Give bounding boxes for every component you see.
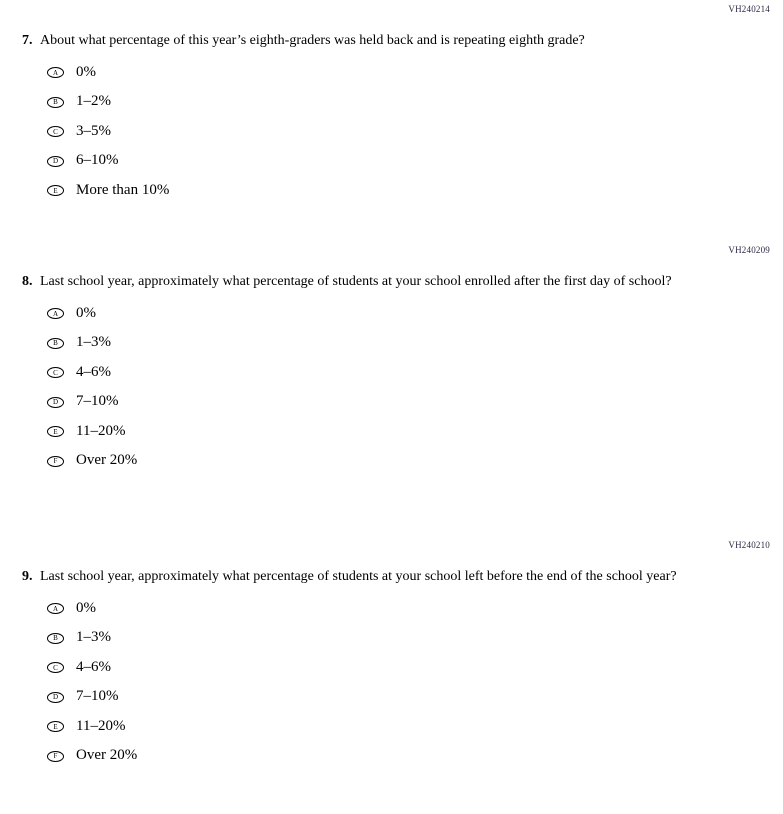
- question-text: About what percentage of this year’s eighth-graders was held back and is repeating eighth grade?: [40, 33, 585, 48]
- option-bubble-icon[interactable]: C: [47, 367, 64, 378]
- option-bubble-icon[interactable]: E: [47, 721, 64, 732]
- answer-option[interactable]: [47, 358, 783, 388]
- option-label: 7–10%: [76, 688, 119, 705]
- option-label: 6–10%: [76, 152, 119, 169]
- option-bubble-icon[interactable]: A: [47, 603, 64, 614]
- option-label: 1–3%: [76, 629, 111, 646]
- item-code: VH240214: [728, 4, 770, 14]
- answer-option[interactable]: [47, 388, 783, 418]
- question-text: Last school year, approximately what percentage of students at your school enrolled after the first day of school?: [40, 274, 672, 289]
- option-bubble-icon[interactable]: A: [47, 308, 64, 319]
- options-list: [47, 58, 783, 206]
- answer-option[interactable]: [47, 58, 783, 88]
- answer-option[interactable]: [47, 742, 783, 772]
- question-block-9: [0, 540, 783, 771]
- answer-option[interactable]: [47, 117, 783, 147]
- option-label: 0%: [76, 599, 96, 616]
- option-bubble-icon[interactable]: E: [47, 426, 64, 437]
- answer-option[interactable]: [47, 447, 783, 477]
- option-bubble-icon[interactable]: D: [47, 692, 64, 703]
- question-number: 8.: [22, 274, 33, 289]
- option-bubble-icon[interactable]: B: [47, 338, 64, 349]
- question-block-8: [0, 245, 783, 476]
- item-code: VH240209: [728, 245, 770, 255]
- option-bubble-icon[interactable]: F: [47, 751, 64, 762]
- answer-option[interactable]: [47, 299, 783, 329]
- answer-option[interactable]: [47, 88, 783, 118]
- option-bubble-icon[interactable]: D: [47, 397, 64, 408]
- option-label: 1–2%: [76, 93, 111, 110]
- answer-option[interactable]: [47, 176, 783, 206]
- option-label: Over 20%: [76, 452, 138, 469]
- option-label: 3–5%: [76, 122, 111, 139]
- answer-option[interactable]: [47, 417, 783, 447]
- question-number: 9.: [22, 569, 33, 584]
- option-bubble-icon[interactable]: B: [47, 633, 64, 644]
- option-bubble-icon[interactable]: C: [47, 126, 64, 137]
- answer-option[interactable]: [47, 624, 783, 654]
- option-label: 0%: [76, 63, 96, 80]
- answer-option[interactable]: [47, 329, 783, 359]
- option-label: 11–20%: [76, 422, 126, 439]
- option-bubble-icon[interactable]: B: [47, 97, 64, 108]
- question-7: [22, 31, 783, 50]
- option-label: 4–6%: [76, 658, 111, 675]
- option-bubble-icon[interactable]: D: [47, 156, 64, 167]
- answer-option[interactable]: [47, 653, 783, 683]
- question-9: [22, 567, 783, 586]
- item-code: VH240210: [728, 540, 770, 550]
- answer-option[interactable]: [47, 147, 783, 177]
- option-label: 11–20%: [76, 717, 126, 734]
- option-label: 1–3%: [76, 334, 111, 351]
- answer-option[interactable]: [47, 594, 783, 624]
- question-number: 7.: [22, 33, 33, 48]
- options-list: [47, 594, 783, 771]
- option-bubble-icon[interactable]: A: [47, 67, 64, 78]
- option-label: 0%: [76, 304, 96, 321]
- answer-option[interactable]: [47, 683, 783, 713]
- option-label: More than 10%: [76, 181, 170, 198]
- option-label: 4–6%: [76, 363, 111, 380]
- option-bubble-icon[interactable]: E: [47, 185, 64, 196]
- options-list: [47, 299, 783, 476]
- question-block-7: [0, 4, 783, 206]
- question-text: Last school year, approximately what percentage of students at your school left before the end of the school year?: [40, 569, 677, 584]
- option-label: 7–10%: [76, 393, 119, 410]
- answer-option[interactable]: [47, 712, 783, 742]
- option-bubble-icon[interactable]: C: [47, 662, 64, 673]
- option-label: Over 20%: [76, 747, 138, 764]
- question-8: [22, 272, 783, 291]
- option-bubble-icon[interactable]: F: [47, 456, 64, 467]
